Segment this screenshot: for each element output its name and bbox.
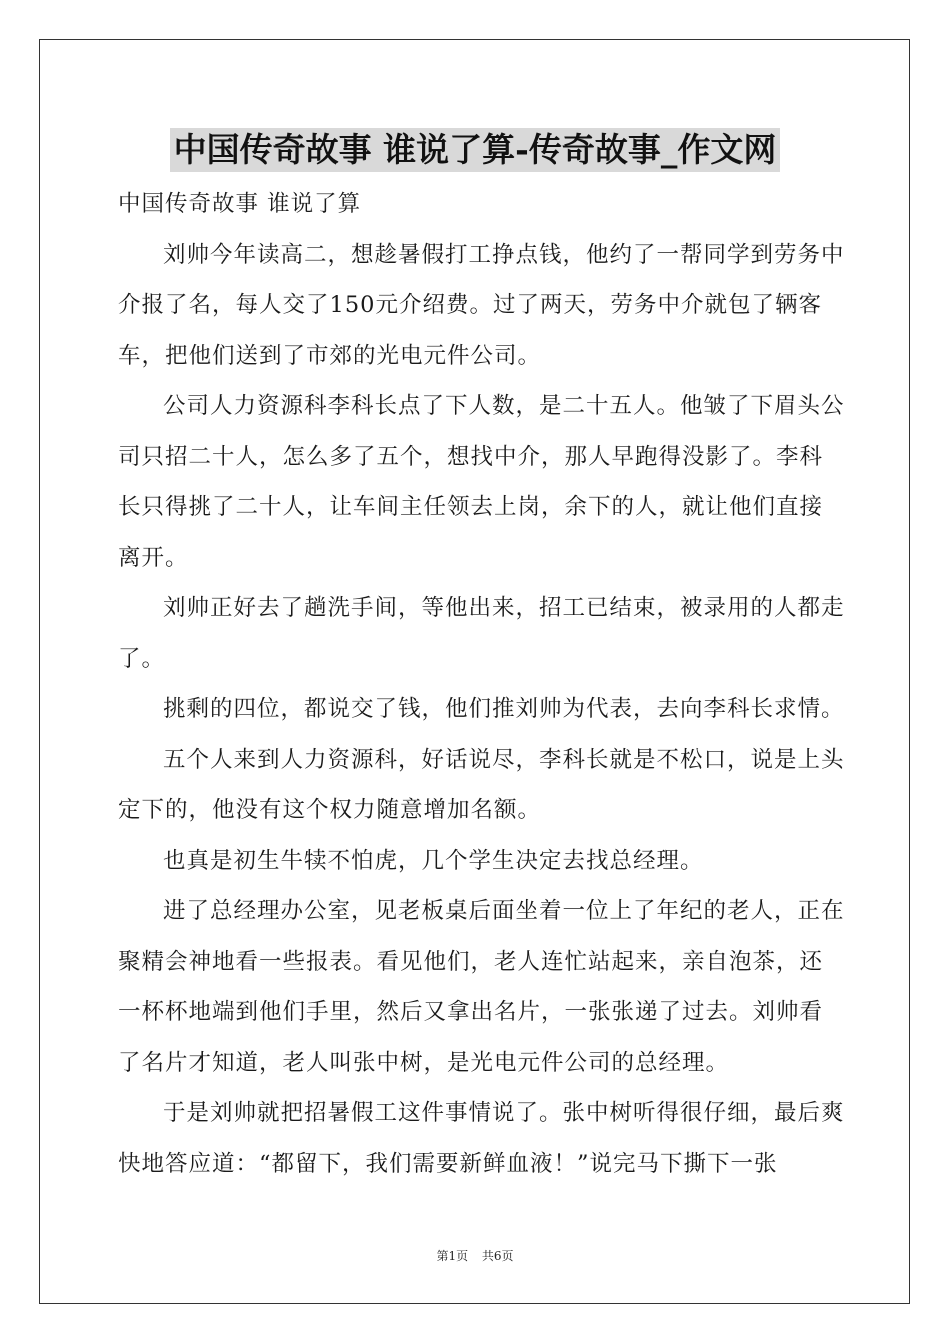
paragraph: 挑剩的四位，都说交了钱，他们推刘帅为代表，去向李科长求情。 xyxy=(163,696,845,722)
title-container xyxy=(0,128,950,172)
page-total: 共6页 xyxy=(481,1249,514,1263)
page-number: 第1页 xyxy=(436,1249,469,1263)
document-title: 中国传奇故事 谁说了算-传奇故事_作文网 xyxy=(170,128,781,172)
paragraph: 刘帅今年读高二，想趁暑假打工挣点钱，他约了一帮同学到劳务中介报了名，每人交了150元介绍费。过了两天，劳务中介就包了辆客车，把他们送到了市郊的光电元件公司。 xyxy=(118,241,845,369)
document-subtitle: 中国传奇故事 谁说了算 xyxy=(118,191,362,217)
paragraph: 进了总经理办公室，见老板桌后面坐着一位上了年纪的老人，正在聚精会神地看一些报表。看见他们，老人连忙站起来，亲自泡茶，还一杯杯地端到他们手里，然后又拿出名片，一张张递了过去。刘帅看了名片才知道，老人叫张中树，是光电元件公司的总经理。 xyxy=(118,898,845,1076)
page-footer xyxy=(0,1247,950,1264)
document-body xyxy=(118,179,846,1189)
paragraph: 于是刘帅就把招暑假工这件事情说了。张中树听得很仔细，最后爽快地答应道：“都留下，我们需要新鲜血液！”说完马下撕下一张 xyxy=(118,1100,845,1177)
paragraph: 五个人来到人力资源科，好话说尽，李科长就是不松口，说是上头定下的，他没有这个权力随意增加名额。 xyxy=(118,746,845,823)
paragraph: 公司人力资源科李科长点了下人数，是二十五人。他皱了下眉头公司只招二十人，怎么多了五个，想找中介，那人早跑得没影了。李科长只得挑了二十人，让车间主任领去上岗，余下的人，就让他们直接离开。 xyxy=(118,393,845,571)
paragraph: 也真是初生牛犊不怕虎，几个学生决定去找总经理。 xyxy=(163,847,704,874)
paragraph: 刘帅正好去了趟洗手间，等他出来，招工已结束，被录用的人都走了。 xyxy=(118,595,845,672)
